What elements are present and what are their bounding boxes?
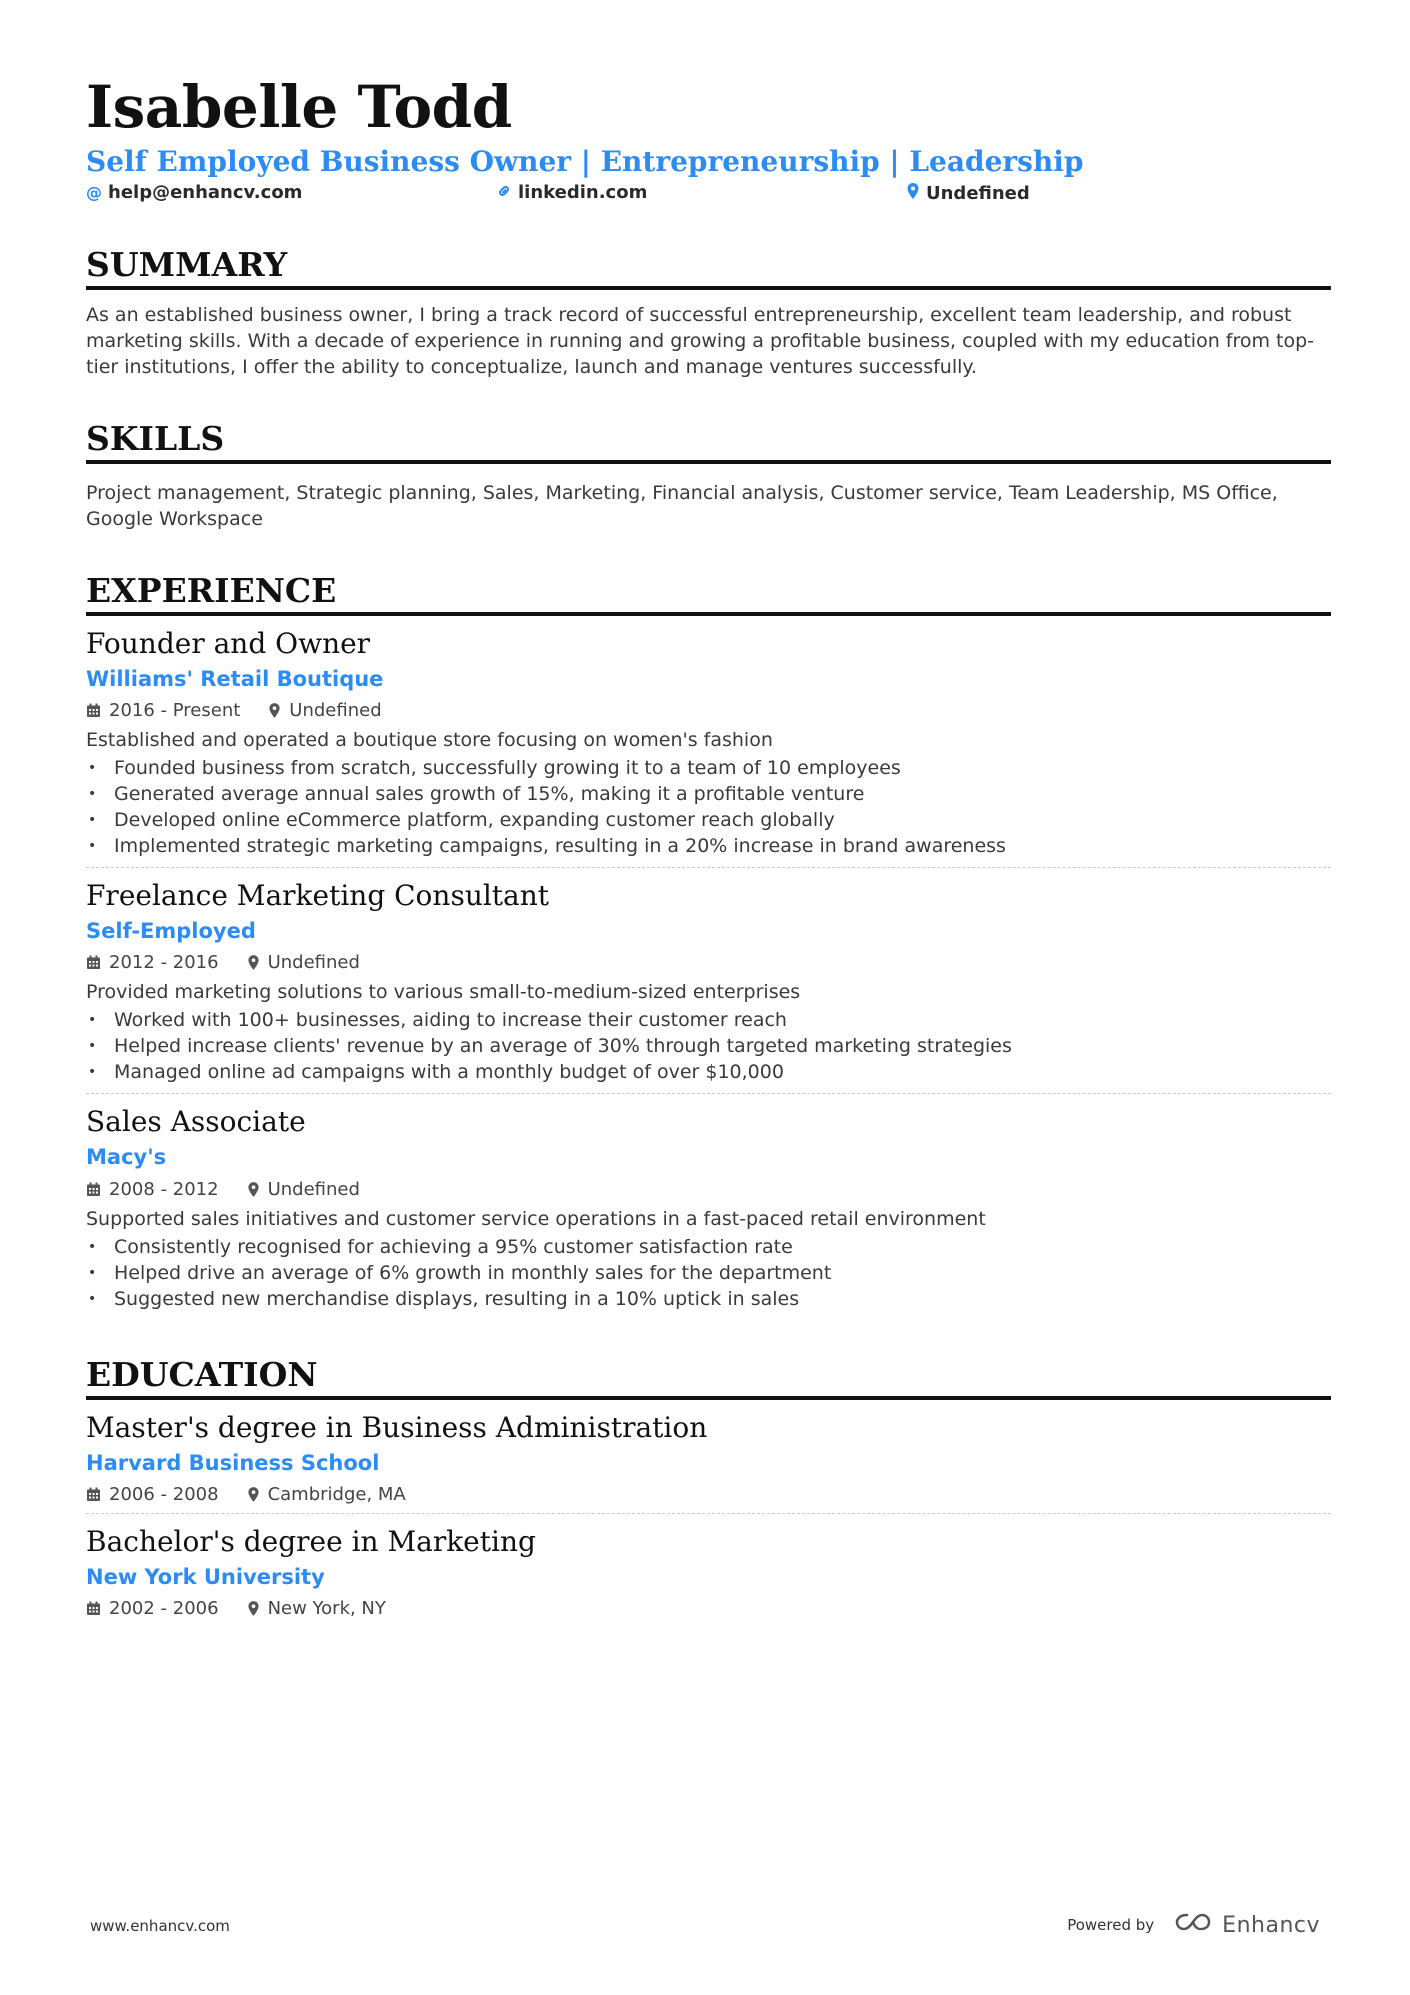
location-text: Undefined bbox=[289, 700, 382, 722]
experience-entry bbox=[86, 616, 1331, 867]
achievement-item: • Generated average annual sales growth of 15%, making it a profitable venture bbox=[86, 781, 1331, 807]
enhancv-logo-icon bbox=[1174, 1911, 1212, 1939]
school-name: New York University bbox=[86, 1564, 325, 1589]
achievement-list bbox=[86, 755, 1331, 859]
entry-dates bbox=[86, 1598, 219, 1619]
calendar-icon bbox=[86, 955, 101, 970]
job-description: Provided marketing solutions to various small-to-medium-sized enterprises bbox=[86, 981, 801, 1004]
candidate-name: Isabelle Todd bbox=[86, 73, 512, 141]
achievement-item: • Worked with 100+ businesses, aiding to increase their customer reach bbox=[86, 1007, 1331, 1033]
entry-dates bbox=[86, 1484, 219, 1505]
powered-by-label: Powered by bbox=[1067, 1916, 1155, 1934]
contact-linkedin[interactable] bbox=[496, 182, 647, 203]
dates-text: 2002 - 2006 bbox=[109, 1597, 219, 1619]
skills-section bbox=[86, 420, 1331, 532]
footer-website[interactable]: www.enhancv.com bbox=[90, 1917, 230, 1935]
education-entry bbox=[86, 1400, 1331, 1513]
achievement-item: • Developed online eCommerce platform, expanding customer reach globally bbox=[86, 807, 1331, 833]
dates-text: 2006 - 2008 bbox=[109, 1483, 219, 1505]
email-text: help@enhancv.com bbox=[108, 182, 303, 204]
enhancv-brand-text: Enhancv bbox=[1222, 1912, 1320, 1938]
experience-list bbox=[86, 616, 1331, 1320]
resume-page bbox=[86, 74, 1331, 1627]
at-icon: @ bbox=[86, 183, 102, 203]
summary-section bbox=[86, 246, 1331, 380]
job-title: Founder and Owner bbox=[86, 627, 371, 661]
location-pin-icon bbox=[268, 702, 281, 719]
link-icon bbox=[496, 183, 512, 203]
entry-meta bbox=[86, 1484, 1331, 1505]
education-entry bbox=[86, 1513, 1331, 1627]
location-pin-icon bbox=[247, 1181, 260, 1198]
location-text: Undefined bbox=[267, 1178, 360, 1200]
contact-row bbox=[86, 182, 1331, 208]
location-pin-icon bbox=[247, 1600, 260, 1617]
achievement-item: • Founded business from scratch, successfully growing it to a team of 10 employees bbox=[86, 755, 1331, 781]
achievement-item: • Helped drive an average of 6% growth in monthly sales for the department bbox=[86, 1260, 1331, 1286]
company-name: Self-Employed bbox=[86, 919, 256, 944]
entry-location bbox=[247, 952, 360, 973]
achievement-list bbox=[86, 1234, 1331, 1312]
entry-dates bbox=[86, 1179, 219, 1200]
entry-dates bbox=[86, 952, 219, 973]
entry-dates bbox=[86, 700, 240, 721]
education-section bbox=[86, 1356, 1331, 1627]
entry-location bbox=[247, 1598, 386, 1619]
education-title: EDUCATION bbox=[86, 1356, 1331, 1400]
entry-location bbox=[247, 1179, 360, 1200]
company-name: Macy's bbox=[86, 1145, 167, 1170]
job-title: Sales Associate bbox=[86, 1105, 306, 1139]
calendar-icon bbox=[86, 1182, 101, 1197]
education-list bbox=[86, 1400, 1331, 1627]
entry-meta bbox=[86, 1598, 1331, 1619]
location-text: Cambridge, MA bbox=[267, 1483, 406, 1505]
footer bbox=[90, 1911, 1320, 1941]
school-name: Harvard Business School bbox=[86, 1450, 380, 1475]
entry-location bbox=[247, 1484, 406, 1505]
summary-title: SUMMARY bbox=[86, 246, 1331, 290]
experience-title: EXPERIENCE bbox=[86, 572, 1331, 616]
experience-section bbox=[86, 572, 1331, 1320]
dates-text: 2016 - Present bbox=[109, 700, 241, 722]
dates-text: 2008 - 2012 bbox=[109, 1178, 219, 1200]
calendar-icon bbox=[86, 703, 101, 718]
job-title: Freelance Marketing Consultant bbox=[86, 879, 550, 913]
degree-title: Master's degree in Business Administration bbox=[86, 1410, 708, 1444]
job-description: Supported sales initiatives and customer service operations in a fast-paced retail environment bbox=[86, 1207, 986, 1230]
location-pin-icon bbox=[247, 1486, 260, 1503]
location-text: Undefined bbox=[926, 182, 1030, 204]
entry-meta bbox=[86, 1179, 1331, 1200]
experience-entry bbox=[86, 1093, 1331, 1319]
job-description: Established and operated a boutique store focusing on women's fashion bbox=[86, 729, 773, 752]
entry-meta bbox=[86, 700, 1331, 721]
contact-location bbox=[906, 182, 1030, 204]
achievement-item: • Consistently recognised for achieving a 95% customer satisfaction rate bbox=[86, 1234, 1331, 1260]
contact-email[interactable] bbox=[86, 182, 302, 203]
dates-text: 2012 - 2016 bbox=[109, 952, 219, 974]
location-text: New York, NY bbox=[267, 1597, 386, 1619]
achievement-item: • Implemented strategic marketing campaigns, resulting in a 20% increase in brand awareness bbox=[86, 833, 1331, 859]
skills-title: SKILLS bbox=[86, 420, 1331, 464]
candidate-headline: Self Employed Business Owner | Entrepreneurship | Leadership bbox=[86, 144, 1084, 178]
entry-meta bbox=[86, 952, 1331, 973]
calendar-icon bbox=[86, 1487, 101, 1502]
location-pin-icon bbox=[247, 954, 260, 971]
location-text: Undefined bbox=[267, 952, 360, 974]
achievement-item: • Helped increase clients' revenue by an average of 30% through targeted marketing strategies bbox=[86, 1033, 1331, 1059]
summary-text: As an established business owner, I bring a track record of successful entrepreneurship, excellent team leadership, and robust marketing skills. With a decade of experience in running and growing a profitable business, coupled with my education from top-tier institutions, I offer the ability to conceptualize, launch and manage ventures successfully. bbox=[86, 304, 1315, 379]
degree-title: Bachelor's degree in Marketing bbox=[86, 1524, 536, 1558]
calendar-icon bbox=[86, 1601, 101, 1616]
achievement-item: • Suggested new merchandise displays, resulting in a 10% uptick in sales bbox=[86, 1286, 1331, 1312]
footer-brand-area bbox=[1067, 1911, 1320, 1939]
experience-entry bbox=[86, 867, 1331, 1093]
enhancv-brand[interactable] bbox=[1174, 1911, 1320, 1939]
company-name: Williams' Retail Boutique bbox=[86, 667, 384, 692]
achievement-list bbox=[86, 1007, 1331, 1085]
achievement-item: • Managed online ad campaigns with a monthly budget of over $10,000 bbox=[86, 1059, 1331, 1085]
location-pin-icon bbox=[906, 182, 920, 204]
entry-location bbox=[268, 700, 381, 721]
skills-text: Project management, Strategic planning, Sales, Marketing, Financial analysis, Customer service, Team Leadership, MS Office, Google Workspace bbox=[86, 482, 1278, 531]
linkedin-text: linkedin.com bbox=[518, 182, 648, 204]
